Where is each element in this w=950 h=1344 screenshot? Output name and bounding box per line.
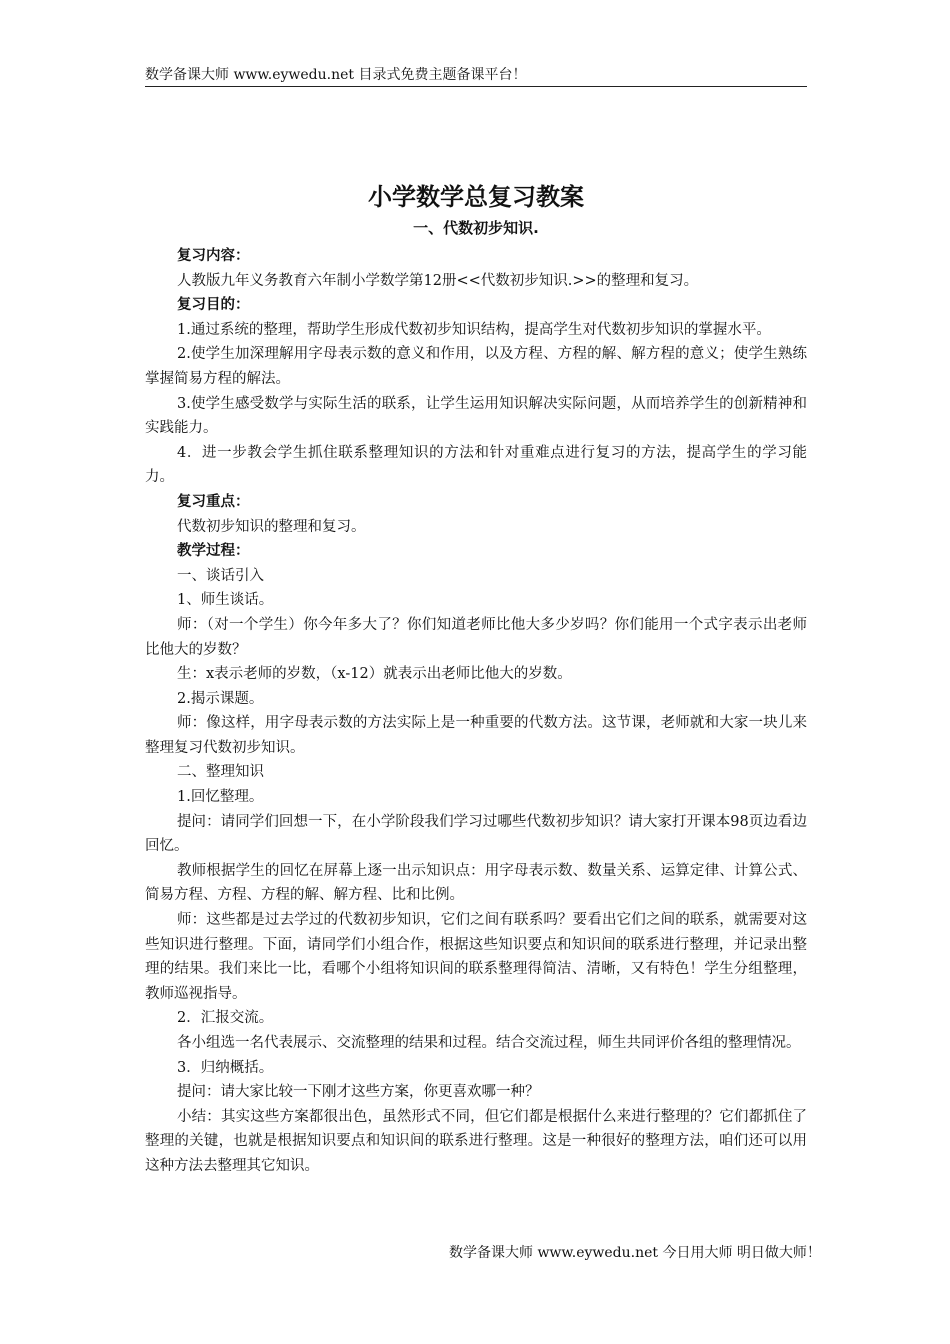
paragraph: 1.通过系统的整理，帮助学生形成代数初步知识结构，提高学生对代数初步知识的掌握水平。 xyxy=(177,321,771,338)
paragraph: 提问：请同学们回想一下，在小学阶段我们学习过哪些代数初步知识？请大家打开课本98页边看边回忆。 xyxy=(145,813,807,855)
paragraph: 小结：其实这些方案都很出色，虽然形式不同，但它们都是根据什么来进行整理的？它们都抓住了整理的关键，也就是根据知识要点和知识间的联系进行整理。这是一种很好的整理方法，咱们还可以用这种方法去整理其它知识。 xyxy=(145,1108,807,1174)
paragraph: 3．归纳概括。 xyxy=(177,1059,274,1076)
paragraph: 2.使学生加深理解用字母表示数的意义和作用，以及方程、方程的解、解方程的意义；使学生熟练掌握简易方程的解法。 xyxy=(145,346,807,387)
paragraph: 1、师生谈话。 xyxy=(177,592,274,609)
heading-review-focus: 复习重点： xyxy=(177,493,250,510)
page-header: 数学备课大师 www.eywedu.net 目录式免费主题备课平台！ xyxy=(145,66,807,87)
paragraph: 教师根据学生的回忆在屏幕上逐一出示知识点：用字母表示数、数量关系、运算定律、计算公式、简易方程、方程、方程的解、解方程、比和比例。 xyxy=(145,862,807,904)
paragraph: 2.揭示课题。 xyxy=(177,690,264,707)
section-subtitle: 一、代数初步知识. xyxy=(413,219,539,237)
paragraph: 师：（对一个学生）你今年多大了？你们知道老师比他大多少岁吗？你们能用一个式字表示出老师比他大的岁数？ xyxy=(145,616,807,658)
paragraph: 师：像这样，用字母表示数的方法实际上是一种重要的代数方法。这节课，老师就和大家一块儿来整理复习代数初步知识。 xyxy=(145,715,807,756)
paragraph: 代数初步知识的整理和复习。 xyxy=(177,518,366,535)
page-footer: 数学备课大师 www.eywedu.net 今日用大师 明日做大师！ xyxy=(449,1245,821,1261)
heading-review-content: 复习内容： xyxy=(177,248,250,264)
heading-teaching-process: 教学过程： xyxy=(177,543,250,560)
paragraph: 一、谈话引入 xyxy=(177,567,264,584)
paragraph: 各小组选一名代表展示、交流整理的结果和过程。结合交流过程，师生共同评价各组的整理情况。 xyxy=(177,1035,801,1051)
paragraph: 2．汇报交流。 xyxy=(177,1010,274,1027)
heading-review-goals: 复习目的： xyxy=(177,297,250,314)
document-title: 小学数学总复习教案 xyxy=(368,183,584,211)
paragraph: 3.使学生感受数学与实际生活的联系，让学生运用知识解决实际问题，从而培养学生的创新精神和实践能力。 xyxy=(145,395,807,437)
paragraph: 提问：请大家比较一下刚才这些方案，你更喜欢哪一种？ xyxy=(177,1084,540,1101)
document-body xyxy=(145,180,807,1179)
paragraph: 师：这些都是过去学过的代数初步知识，它们之间有联系吗？要看出它们之间的联系，就需要对这些知识进行整理。下面，请同学们小组合作，根据这些知识要点和知识间的联系进行整理，并记录出整理的结果。我们来比一比，看哪个小组将知识间的联系整理得简洁、清晰，又有特色！学生分组整理，教师巡视指导。 xyxy=(145,912,807,1002)
paragraph: 4．进一步教会学生抓住联系整理知识的方法和针对重难点进行复习的方法，提高学生的学习能力。 xyxy=(145,444,807,486)
paragraph: 1.回忆整理。 xyxy=(177,789,264,806)
paragraph: 生：x表示老师的岁数，（x-12）就表示出老师比他大的岁数。 xyxy=(177,666,572,683)
paragraph: 二、整理知识 xyxy=(177,764,264,781)
paragraph: 人教版九年义务教育六年制小学数学第12册<<代数初步知识.>>的整理和复习。 xyxy=(177,272,699,289)
